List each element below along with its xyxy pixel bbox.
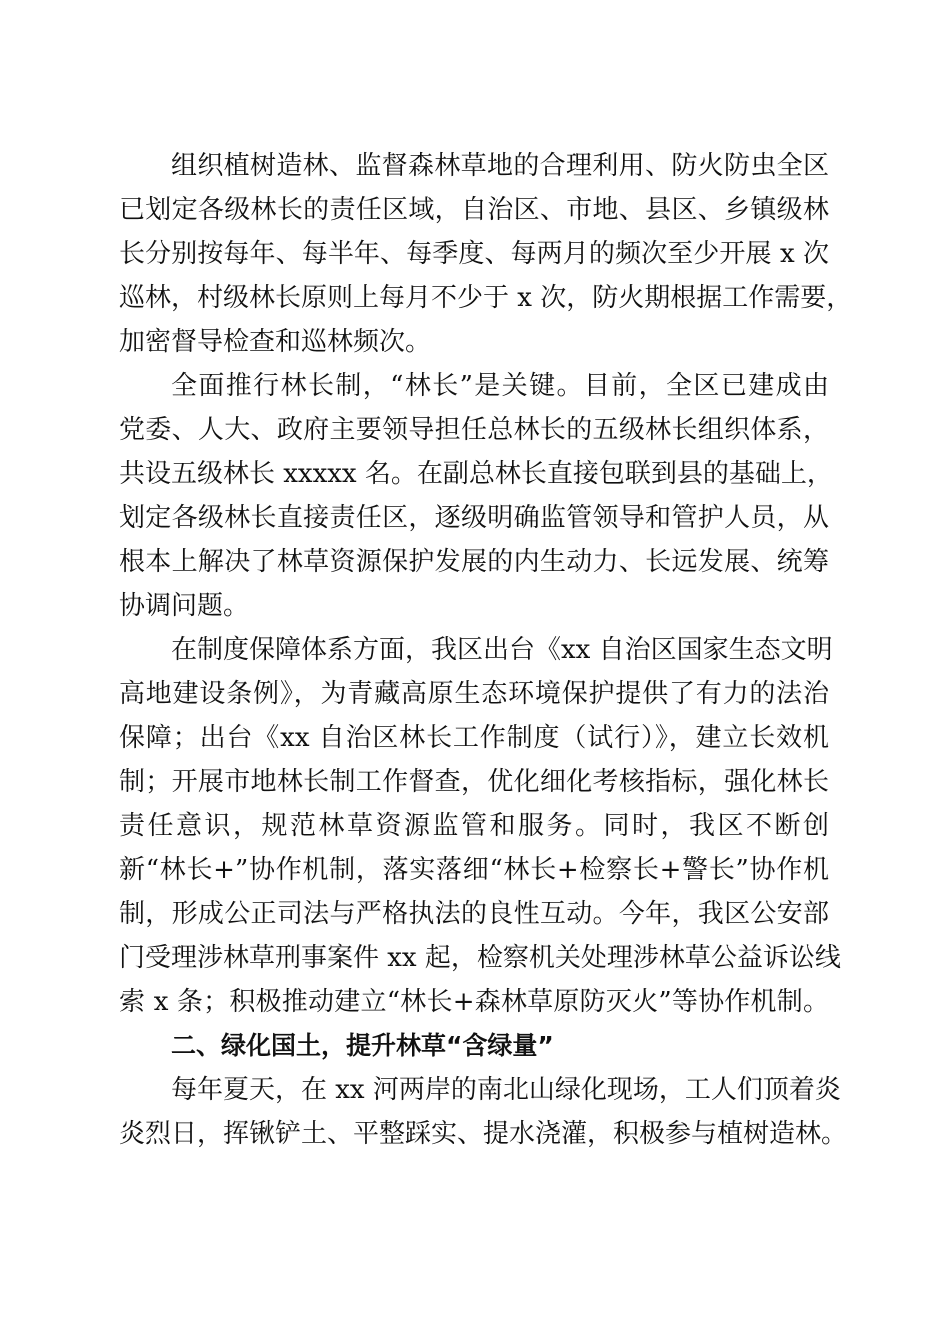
paragraph-3-line: 索 x 条；积极推动建立“林长+森林草原防灭火”等协作机制。 <box>119 987 829 1017</box>
paragraph-2-line: 党委、人大、政府主要领导担任总林长的五级林长组织体系， <box>119 415 829 445</box>
paragraph-2-line: 全面推行林长制，“林长”是关键。目前，全区已建成由 <box>171 371 829 401</box>
paragraph-1-line: 组织植树造林、监督森林草地的合理利用、防火防虫全区 <box>171 151 829 181</box>
paragraph-3-line: 新“林长+”协作机制，落实落细“林长+检察长+警长”协作机 <box>119 855 829 885</box>
paragraph-1-line: 巡林，村级林长原则上每月不少于 x 次，防火期根据工作需要， <box>119 283 853 313</box>
paragraph-2-line: 根本上解决了林草资源保护发展的内生动力、长远发展、统筹 <box>119 547 829 577</box>
paragraph-3-line: 制，形成公正司法与严格执法的良性互动。今年，我区公安部 <box>119 899 829 929</box>
section-heading: 二、绿化国土，提升林草“含绿量” <box>171 1031 554 1060</box>
paragraph-2-line: 划定各级林长直接责任区，逐级明确监管领导和管护人员，从 <box>119 503 829 533</box>
paragraph-3-line: 门受理涉林草刑事案件 xx 起，检察机关处理涉林草公益诉讼线 <box>119 943 841 973</box>
paragraph-3-line: 高地建设条例》，为青藏高原生态环境保护提供了有力的法治 <box>119 679 829 709</box>
paragraph-2-line: 协调问题。 <box>119 591 250 621</box>
paragraph-1-line: 加密督导检查和巡林频次。 <box>119 327 432 357</box>
paragraph-1-line: 已划定各级林长的责任区域，自治区、市地、县区、乡镇级林 <box>119 195 829 225</box>
paragraph-4-line: 每年夏天，在 xx 河两岸的南北山绿化现场，工人们顶着炎 <box>171 1075 841 1105</box>
paragraph-3-line: 保障；出台《xx 自治区林长工作制度（试行）》，建立长效机 <box>119 723 829 753</box>
paragraph-3-line: 在制度保障体系方面，我区出台《xx 自治区国家生态文明 <box>171 635 833 665</box>
paragraph-3-line: 制；开展市地林长制工作督查，优化细化考核指标，强化林长 <box>119 767 829 797</box>
paragraph-2-line: 共设五级林长 xxxxx 名。在副总林长直接包联到县的基础上， <box>119 459 833 489</box>
paragraph-1-line: 长分别按每年、每半年、每季度、每两月的频次至少开展 x 次 <box>119 239 829 269</box>
paragraph-3-line: 责任意识，规范林草资源监管和服务。同时，我区不断创 <box>119 811 829 841</box>
paragraph-4-line: 炎烈日，挥锹铲土、平整踩实、提水浇灌，积极参与植树造林。 <box>119 1119 848 1149</box>
